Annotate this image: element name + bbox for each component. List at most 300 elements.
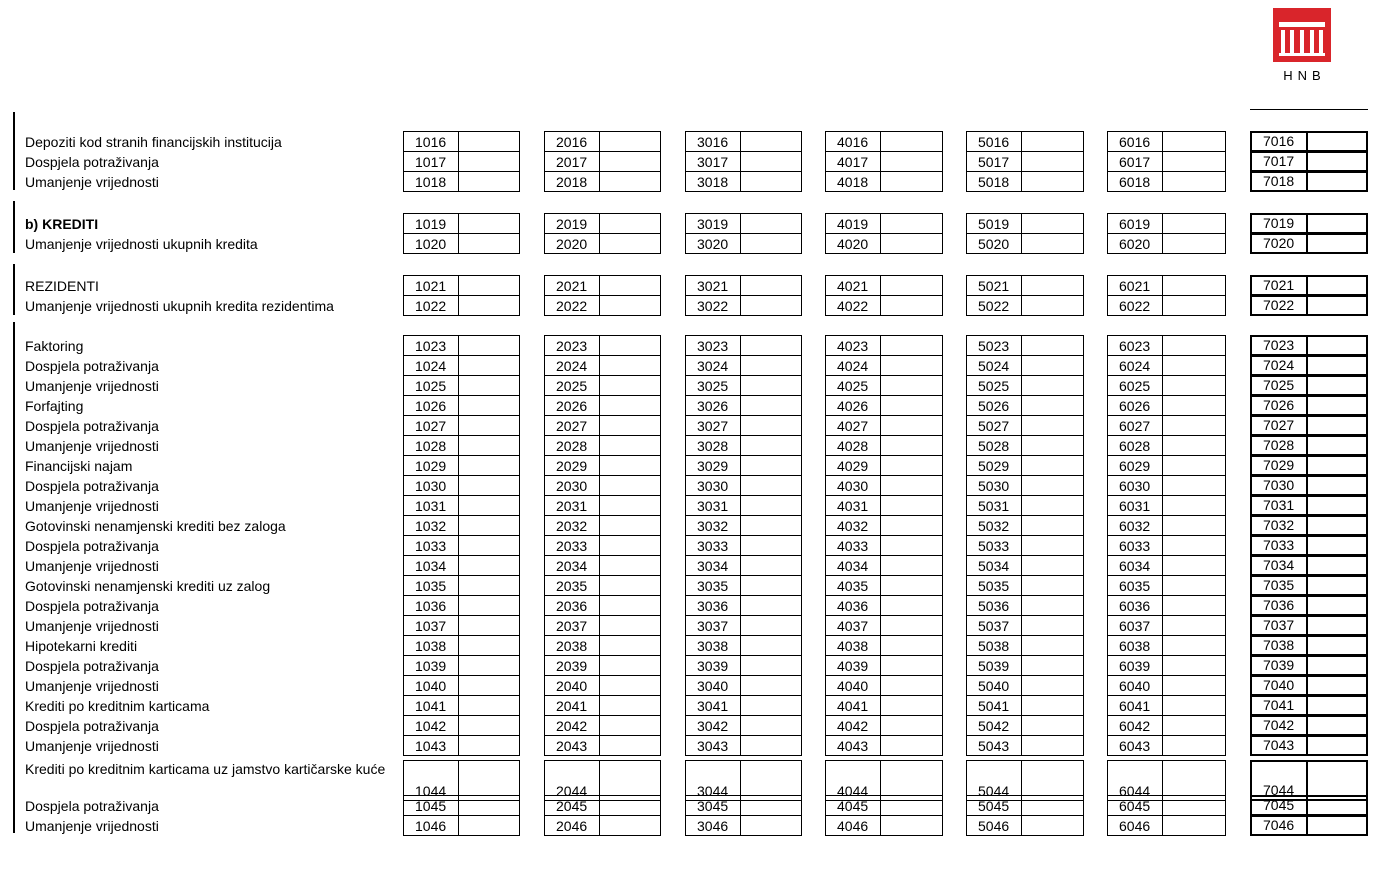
field-code: 7026 bbox=[1252, 397, 1308, 414]
field-cell[interactable] bbox=[1107, 295, 1226, 316]
field-code: 4034 bbox=[826, 556, 881, 575]
field-cell[interactable] bbox=[685, 815, 802, 836]
field-cell[interactable] bbox=[825, 295, 943, 316]
field-cell[interactable] bbox=[1250, 495, 1368, 516]
field-cell[interactable] bbox=[966, 415, 1084, 436]
field-cell[interactable] bbox=[685, 635, 802, 656]
field-code: 2019 bbox=[545, 214, 600, 233]
field-code: 7019 bbox=[1252, 215, 1308, 232]
field-code: 5037 bbox=[967, 616, 1022, 635]
field-code: 3036 bbox=[686, 596, 741, 615]
field-cell[interactable] bbox=[685, 695, 802, 716]
field-cell[interactable] bbox=[685, 171, 802, 192]
field-code: 5026 bbox=[967, 396, 1022, 415]
field-cell[interactable] bbox=[544, 355, 661, 376]
field-cell[interactable] bbox=[825, 655, 943, 676]
field-code: 7035 bbox=[1252, 577, 1308, 594]
field-cell[interactable] bbox=[966, 695, 1084, 716]
field-cell[interactable] bbox=[825, 375, 943, 396]
field-code: 7045 bbox=[1252, 797, 1308, 814]
field-cell[interactable] bbox=[403, 335, 520, 356]
field-cell[interactable] bbox=[685, 575, 802, 596]
field-cell[interactable] bbox=[1107, 735, 1226, 756]
field-cell[interactable] bbox=[966, 655, 1084, 676]
field-cell[interactable] bbox=[1107, 275, 1226, 296]
field-cell[interactable] bbox=[1250, 295, 1368, 316]
field-cell[interactable] bbox=[544, 675, 661, 696]
field-code: 1017 bbox=[404, 152, 459, 171]
field-cell[interactable] bbox=[403, 233, 520, 254]
field-cell[interactable] bbox=[685, 295, 802, 316]
field-cell[interactable] bbox=[403, 131, 520, 152]
field-code: 2025 bbox=[545, 376, 600, 395]
field-code: 5032 bbox=[967, 516, 1022, 535]
field-cell[interactable] bbox=[966, 435, 1084, 456]
field-cell[interactable] bbox=[544, 415, 661, 436]
field-cell[interactable] bbox=[966, 675, 1084, 696]
field-cell[interactable] bbox=[825, 595, 943, 616]
field-code: 2022 bbox=[545, 296, 600, 315]
field-code: 6021 bbox=[1108, 276, 1163, 295]
field-cell[interactable] bbox=[1250, 815, 1368, 836]
field-cell[interactable] bbox=[1250, 635, 1368, 656]
field-cell[interactable] bbox=[544, 695, 661, 716]
field-cell[interactable] bbox=[1107, 335, 1226, 356]
field-cell[interactable] bbox=[1250, 455, 1368, 476]
field-cell[interactable] bbox=[825, 455, 943, 476]
field-code: 2031 bbox=[545, 496, 600, 515]
field-cell[interactable] bbox=[966, 295, 1084, 316]
field-cell[interactable] bbox=[825, 695, 943, 716]
field-code: 3038 bbox=[686, 636, 741, 655]
field-cell[interactable] bbox=[1250, 275, 1368, 296]
field-code: 5035 bbox=[967, 576, 1022, 595]
field-cell[interactable] bbox=[544, 635, 661, 656]
field-cell[interactable] bbox=[1250, 415, 1368, 436]
field-cell[interactable] bbox=[1250, 795, 1368, 816]
field-code: 4027 bbox=[826, 416, 881, 435]
field-code: 1034 bbox=[404, 556, 459, 575]
field-code: 6043 bbox=[1108, 736, 1163, 755]
field-cell[interactable] bbox=[403, 171, 520, 192]
field-cell[interactable] bbox=[403, 355, 520, 376]
field-cell[interactable] bbox=[544, 131, 661, 152]
field-cell[interactable] bbox=[544, 535, 661, 556]
field-cell[interactable] bbox=[403, 555, 520, 576]
header-divider bbox=[1250, 109, 1368, 110]
field-cell[interactable] bbox=[544, 815, 661, 836]
row-label: Umanjenje vrijednosti bbox=[25, 498, 159, 514]
field-code: 4020 bbox=[826, 234, 881, 253]
row-label: Dospjela potraživanja bbox=[25, 418, 159, 434]
field-cell[interactable] bbox=[685, 131, 802, 152]
field-code: 4043 bbox=[826, 736, 881, 755]
field-cell[interactable] bbox=[544, 335, 661, 356]
field-cell[interactable] bbox=[1107, 595, 1226, 616]
field-cell[interactable] bbox=[966, 715, 1084, 736]
field-cell[interactable] bbox=[544, 735, 661, 756]
field-cell[interactable] bbox=[1250, 715, 1368, 736]
field-cell[interactable] bbox=[544, 375, 661, 396]
field-cell[interactable] bbox=[966, 515, 1084, 536]
field-cell[interactable] bbox=[1107, 375, 1226, 396]
field-cell[interactable] bbox=[544, 295, 661, 316]
field-cell[interactable] bbox=[403, 615, 520, 636]
field-cell[interactable] bbox=[966, 795, 1084, 816]
field-cell[interactable] bbox=[966, 455, 1084, 476]
field-code: 2026 bbox=[545, 396, 600, 415]
field-cell[interactable] bbox=[685, 355, 802, 376]
field-cell[interactable] bbox=[825, 735, 943, 756]
field-cell[interactable] bbox=[1107, 131, 1226, 152]
field-code: 6046 bbox=[1108, 816, 1163, 835]
field-cell[interactable] bbox=[1107, 415, 1226, 436]
field-cell[interactable] bbox=[685, 495, 802, 516]
field-cell[interactable] bbox=[825, 495, 943, 516]
field-cell[interactable] bbox=[685, 615, 802, 636]
row-label: Dospjela potraživanja bbox=[25, 598, 159, 614]
field-cell[interactable] bbox=[825, 615, 943, 636]
field-cell[interactable] bbox=[685, 335, 802, 356]
field-cell[interactable] bbox=[966, 395, 1084, 416]
field-cell[interactable] bbox=[825, 275, 943, 296]
field-cell[interactable] bbox=[966, 233, 1084, 254]
field-cell[interactable] bbox=[825, 675, 943, 696]
field-code: 2042 bbox=[545, 716, 600, 735]
field-cell[interactable] bbox=[685, 555, 802, 576]
field-cell[interactable] bbox=[685, 375, 802, 396]
field-cell[interactable] bbox=[825, 715, 943, 736]
field-code: 7024 bbox=[1252, 357, 1308, 374]
field-code: 1036 bbox=[404, 596, 459, 615]
field-cell[interactable] bbox=[1107, 515, 1226, 536]
field-cell[interactable] bbox=[966, 635, 1084, 656]
field-code: 2046 bbox=[545, 816, 600, 835]
field-cell[interactable] bbox=[685, 675, 802, 696]
field-cell[interactable] bbox=[825, 635, 943, 656]
field-code: 5046 bbox=[967, 816, 1022, 835]
field-cell[interactable] bbox=[966, 171, 1084, 192]
field-cell[interactable] bbox=[1107, 715, 1226, 736]
field-code: 7046 bbox=[1252, 817, 1308, 834]
field-cell[interactable] bbox=[403, 795, 520, 816]
field-cell[interactable] bbox=[685, 655, 802, 676]
field-cell[interactable] bbox=[403, 575, 520, 596]
field-code: 7043 bbox=[1252, 737, 1308, 754]
field-code: 1022 bbox=[404, 296, 459, 315]
field-cell[interactable] bbox=[966, 355, 1084, 376]
field-cell[interactable] bbox=[1250, 151, 1368, 172]
field-cell[interactable] bbox=[966, 213, 1084, 234]
field-cell[interactable] bbox=[1107, 395, 1226, 416]
field-cell[interactable] bbox=[1107, 575, 1226, 596]
field-cell[interactable] bbox=[685, 715, 802, 736]
field-cell[interactable] bbox=[966, 595, 1084, 616]
field-cell[interactable] bbox=[825, 535, 943, 556]
field-cell[interactable] bbox=[403, 151, 520, 172]
field-cell[interactable] bbox=[966, 495, 1084, 516]
field-code: 3020 bbox=[686, 234, 741, 253]
field-cell[interactable] bbox=[544, 455, 661, 476]
field-cell[interactable] bbox=[966, 475, 1084, 496]
field-cell[interactable] bbox=[1250, 515, 1368, 536]
row-label: Gotovinski nenamjenski krediti uz zalog bbox=[25, 578, 271, 594]
field-cell[interactable] bbox=[825, 475, 943, 496]
field-code: 7038 bbox=[1252, 637, 1308, 654]
field-cell[interactable] bbox=[544, 795, 661, 816]
field-cell[interactable] bbox=[825, 415, 943, 436]
field-code: 6044 bbox=[1108, 761, 1163, 800]
field-cell[interactable] bbox=[544, 213, 661, 234]
row-label: Umanjenje vrijednosti bbox=[25, 618, 159, 634]
row-label: Hipotekarni krediti bbox=[25, 638, 138, 654]
field-cell[interactable] bbox=[825, 233, 943, 254]
field-cell[interactable] bbox=[1107, 795, 1226, 816]
field-cell[interactable] bbox=[403, 715, 520, 736]
field-code: 4046 bbox=[826, 816, 881, 835]
field-cell[interactable] bbox=[403, 455, 520, 476]
field-cell[interactable] bbox=[825, 213, 943, 234]
field-cell[interactable] bbox=[1107, 615, 1226, 636]
field-cell[interactable] bbox=[1107, 171, 1226, 192]
row-label: Umanjenje vrijednosti bbox=[25, 174, 159, 190]
field-cell[interactable] bbox=[403, 515, 520, 536]
field-cell[interactable] bbox=[1107, 213, 1226, 234]
field-cell[interactable] bbox=[1107, 695, 1226, 716]
field-cell[interactable] bbox=[685, 415, 802, 436]
field-cell[interactable] bbox=[685, 735, 802, 756]
field-cell[interactable] bbox=[685, 595, 802, 616]
field-cell[interactable] bbox=[966, 815, 1084, 836]
field-cell[interactable] bbox=[1250, 171, 1368, 192]
field-code: 5025 bbox=[967, 376, 1022, 395]
field-cell[interactable] bbox=[1107, 815, 1226, 836]
field-cell[interactable] bbox=[403, 595, 520, 616]
field-cell[interactable] bbox=[544, 435, 661, 456]
field-cell[interactable] bbox=[544, 655, 661, 676]
field-cell[interactable] bbox=[1107, 655, 1226, 676]
field-cell[interactable] bbox=[1107, 233, 1226, 254]
row-label: Umanjenje vrijednosti ukupnih kredita bbox=[25, 236, 258, 252]
field-cell[interactable] bbox=[1250, 475, 1368, 496]
field-cell[interactable] bbox=[544, 715, 661, 736]
field-cell[interactable] bbox=[544, 515, 661, 536]
field-code: 2023 bbox=[545, 336, 600, 355]
field-cell[interactable] bbox=[1107, 675, 1226, 696]
field-cell[interactable] bbox=[544, 171, 661, 192]
field-cell[interactable] bbox=[403, 395, 520, 416]
field-code: 5021 bbox=[967, 276, 1022, 295]
field-code: 7025 bbox=[1252, 377, 1308, 394]
field-cell[interactable] bbox=[825, 435, 943, 456]
field-cell[interactable] bbox=[685, 455, 802, 476]
field-code: 4036 bbox=[826, 596, 881, 615]
field-code: 1016 bbox=[404, 132, 459, 151]
field-cell[interactable] bbox=[403, 535, 520, 556]
field-cell[interactable] bbox=[685, 151, 802, 172]
field-code: 5045 bbox=[967, 796, 1022, 815]
field-code: 5022 bbox=[967, 296, 1022, 315]
field-cell[interactable] bbox=[825, 575, 943, 596]
hnb-logo-mark-icon bbox=[1273, 8, 1331, 62]
field-cell[interactable] bbox=[1250, 395, 1368, 416]
field-cell[interactable] bbox=[403, 815, 520, 836]
field-cell[interactable] bbox=[685, 395, 802, 416]
field-cell[interactable] bbox=[403, 735, 520, 756]
field-cell[interactable] bbox=[1107, 151, 1226, 172]
field-code: 5019 bbox=[967, 214, 1022, 233]
field-cell[interactable] bbox=[544, 555, 661, 576]
field-code: 5017 bbox=[967, 152, 1022, 171]
field-cell[interactable] bbox=[1107, 495, 1226, 516]
field-cell[interactable] bbox=[825, 395, 943, 416]
row-label: Umanjenje vrijednosti bbox=[25, 678, 159, 694]
field-cell[interactable] bbox=[825, 171, 943, 192]
field-cell[interactable] bbox=[1107, 635, 1226, 656]
field-cell[interactable] bbox=[1250, 735, 1368, 756]
field-cell[interactable] bbox=[966, 275, 1084, 296]
field-cell[interactable] bbox=[403, 635, 520, 656]
field-code: 3017 bbox=[686, 152, 741, 171]
field-code: 1023 bbox=[404, 336, 459, 355]
field-code: 3026 bbox=[686, 396, 741, 415]
field-code: 4042 bbox=[826, 716, 881, 735]
field-cell[interactable] bbox=[825, 131, 943, 152]
field-code: 4035 bbox=[826, 576, 881, 595]
field-code: 3025 bbox=[686, 376, 741, 395]
field-cell[interactable] bbox=[544, 575, 661, 596]
field-code: 7023 bbox=[1252, 337, 1308, 354]
field-code: 5023 bbox=[967, 336, 1022, 355]
field-cell[interactable] bbox=[403, 415, 520, 436]
row-label: Dospjela potraživanja bbox=[25, 798, 159, 814]
field-cell[interactable] bbox=[1107, 535, 1226, 556]
field-cell[interactable] bbox=[1250, 615, 1368, 636]
field-cell[interactable] bbox=[1107, 435, 1226, 456]
field-cell[interactable] bbox=[685, 233, 802, 254]
field-code: 3035 bbox=[686, 576, 741, 595]
field-cell[interactable] bbox=[1250, 435, 1368, 456]
field-cell[interactable] bbox=[1250, 355, 1368, 376]
field-cell[interactable] bbox=[1250, 233, 1368, 254]
field-cell[interactable] bbox=[1250, 675, 1368, 696]
row-label: Forfajting bbox=[25, 398, 84, 414]
field-code: 2016 bbox=[545, 132, 600, 151]
field-cell[interactable] bbox=[544, 495, 661, 516]
field-cell[interactable] bbox=[1107, 475, 1226, 496]
field-cell[interactable] bbox=[1250, 535, 1368, 556]
field-cell[interactable] bbox=[825, 335, 943, 356]
field-cell[interactable] bbox=[685, 535, 802, 556]
field-cell[interactable] bbox=[825, 515, 943, 536]
field-cell[interactable] bbox=[1250, 695, 1368, 716]
field-cell[interactable] bbox=[403, 275, 520, 296]
field-code: 3041 bbox=[686, 696, 741, 715]
field-code: 1028 bbox=[404, 436, 459, 455]
field-cell[interactable] bbox=[966, 555, 1084, 576]
left-margin-rule bbox=[13, 322, 15, 833]
field-cell[interactable] bbox=[403, 495, 520, 516]
field-cell[interactable] bbox=[544, 395, 661, 416]
row-label: Dospjela potraživanja bbox=[25, 658, 159, 674]
field-cell[interactable] bbox=[1107, 355, 1226, 376]
field-cell[interactable] bbox=[1250, 655, 1368, 676]
field-cell[interactable] bbox=[544, 595, 661, 616]
field-cell[interactable] bbox=[685, 475, 802, 496]
field-cell[interactable] bbox=[966, 375, 1084, 396]
field-cell[interactable] bbox=[825, 151, 943, 172]
field-cell[interactable] bbox=[825, 815, 943, 836]
field-cell[interactable] bbox=[1250, 375, 1368, 396]
field-cell[interactable] bbox=[1250, 595, 1368, 616]
field-cell[interactable] bbox=[403, 435, 520, 456]
field-code: 3033 bbox=[686, 536, 741, 555]
field-code: 1038 bbox=[404, 636, 459, 655]
field-cell[interactable] bbox=[544, 275, 661, 296]
field-cell[interactable] bbox=[966, 335, 1084, 356]
field-cell[interactable] bbox=[1250, 131, 1368, 152]
field-cell[interactable] bbox=[403, 213, 520, 234]
field-code: 2038 bbox=[545, 636, 600, 655]
field-code: 6036 bbox=[1108, 596, 1163, 615]
field-cell[interactable] bbox=[685, 515, 802, 536]
field-cell[interactable] bbox=[403, 295, 520, 316]
field-cell[interactable] bbox=[825, 555, 943, 576]
field-cell[interactable] bbox=[685, 213, 802, 234]
field-cell[interactable] bbox=[403, 675, 520, 696]
field-cell[interactable] bbox=[544, 151, 661, 172]
field-cell[interactable] bbox=[1250, 555, 1368, 576]
field-cell[interactable] bbox=[1250, 213, 1368, 234]
field-cell[interactable] bbox=[403, 375, 520, 396]
field-cell[interactable] bbox=[1107, 555, 1226, 576]
row-label: Dospjela potraživanja bbox=[25, 538, 159, 554]
field-cell[interactable] bbox=[966, 735, 1084, 756]
field-code: 5030 bbox=[967, 476, 1022, 495]
field-cell[interactable] bbox=[825, 795, 943, 816]
field-code: 4019 bbox=[826, 214, 881, 233]
field-code: 5018 bbox=[967, 172, 1022, 191]
field-cell[interactable] bbox=[403, 695, 520, 716]
field-cell[interactable] bbox=[685, 275, 802, 296]
field-cell[interactable] bbox=[966, 575, 1084, 596]
field-code: 1020 bbox=[404, 234, 459, 253]
field-code: 6019 bbox=[1108, 214, 1163, 233]
field-cell[interactable] bbox=[825, 355, 943, 376]
field-code: 7040 bbox=[1252, 677, 1308, 694]
field-cell[interactable] bbox=[403, 655, 520, 676]
field-code: 1030 bbox=[404, 476, 459, 495]
field-cell[interactable] bbox=[966, 151, 1084, 172]
field-cell[interactable] bbox=[1250, 575, 1368, 596]
field-code: 4021 bbox=[826, 276, 881, 295]
field-cell[interactable] bbox=[966, 535, 1084, 556]
field-cell[interactable] bbox=[966, 131, 1084, 152]
field-cell[interactable] bbox=[544, 233, 661, 254]
field-cell[interactable] bbox=[1250, 335, 1368, 356]
field-cell[interactable] bbox=[1107, 455, 1226, 476]
field-cell[interactable] bbox=[544, 615, 661, 636]
field-code: 6018 bbox=[1108, 172, 1163, 191]
field-cell[interactable] bbox=[966, 615, 1084, 636]
field-cell[interactable] bbox=[685, 795, 802, 816]
field-cell[interactable] bbox=[544, 475, 661, 496]
field-cell[interactable] bbox=[403, 475, 520, 496]
row-label: Dospjela potraživanja bbox=[25, 358, 159, 374]
field-cell[interactable] bbox=[685, 435, 802, 456]
field-code: 2020 bbox=[545, 234, 600, 253]
field-code: 3018 bbox=[686, 172, 741, 191]
